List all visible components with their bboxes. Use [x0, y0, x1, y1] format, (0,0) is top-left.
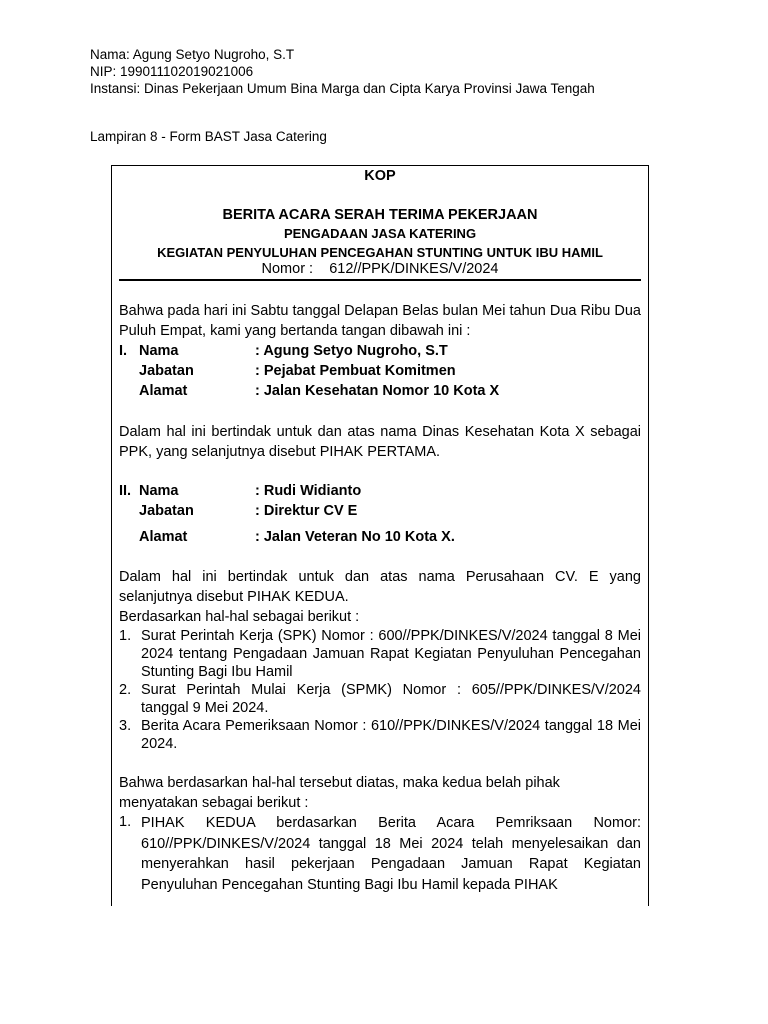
- party-one-address-label: Alamat: [139, 383, 188, 399]
- basis-intro: Berdasarkan hal-hal sebagai berikut :: [119, 609, 360, 625]
- party-two: [119, 481, 641, 547]
- party-two-address-value: : Jalan Veteran No 10 Kota X.: [255, 529, 455, 545]
- party-two-number: II.: [119, 483, 132, 499]
- party-one-name-value: : Agung Setyo Nugroho, S.T: [255, 343, 448, 359]
- list-item-number: 1.: [119, 628, 132, 644]
- list-item-text: Surat Perintah Kerja (SPK) Nomor : 600//PPK/DINKES/V/2024 tanggal 8 Mei 2024 tentang Pengadaan Jamuan Rapat Kegiatan Penyuluhan Pencegahan Stunting Bagi Ibu Hamil: [141, 628, 641, 680]
- party-two-position-label: Jabatan: [139, 503, 194, 519]
- document-number: [119, 261, 641, 277]
- list-item-number: 2.: [119, 682, 132, 698]
- agreement-intro: Bahwa berdasarkan hal-hal tersebut diatas, maka kedua belah pihak menyatakan sebagai berikut :: [119, 775, 560, 811]
- party-two-description: Dalam hal ini bertindak untuk dan atas nama Perusahaan CV. E yang selanjutnya disebut PIHAK KEDUA.: [119, 569, 641, 605]
- party-two-name-label: Nama: [139, 483, 179, 499]
- list-item: [119, 813, 641, 895]
- letterhead-placeholder: KOP: [364, 168, 396, 184]
- list-item: [119, 681, 641, 717]
- list-item-text: PIHAK KEDUA berdasarkan Berita Acara Pemriksaan Nomor: 610//PPK/DINKES/V/2024 tanggal 18 Mei 2024 telah menyelesaikan dan menyerahkan hasil pekerjaan Pengadaan Jamuan Rapat Kegiatan Penyuluhan Pencegahan Stunting Bagi Ibu Hamil kepada PIHAK: [141, 815, 641, 893]
- list-item-text: Surat Perintah Mulai Kerja (SPMK) Nomor : 605//PPK/DINKES/V/2024 tanggal 9 Mei 2024.: [141, 682, 641, 716]
- party-one-description: Dalam hal ini bertindak untuk dan atas nama Dinas Kesehatan Kota X sebagai PPK, yang selanjutnya disebut PIHAK PERTAMA.: [119, 424, 641, 460]
- party-two-position-value: : Direktur CV E: [255, 503, 358, 519]
- attachment-label: Lampiran 8 - Form BAST Jasa Catering: [90, 129, 327, 144]
- document-form: [111, 165, 649, 906]
- title-divider: [119, 279, 641, 281]
- party-one-number: I.: [119, 343, 128, 359]
- agreement-list: [119, 813, 641, 895]
- author-info: [90, 46, 595, 97]
- party-two-address-label: Alamat: [139, 529, 188, 545]
- author-nip: NIP: 199011102019021006: [90, 64, 254, 79]
- list-item: [119, 627, 641, 681]
- author-institution: Instansi: Dinas Pekerjaan Umum Bina Marga dan Cipta Karya Provinsi Jawa Tengah: [90, 81, 595, 96]
- list-item: [119, 717, 641, 753]
- document-subtitle: PENGADAAN JASA KATERING: [283, 226, 477, 241]
- document-number-label: Nomor :: [261, 261, 314, 277]
- intro-paragraph: Bahwa pada hari ini Sabtu tanggal Delapan Belas bulan Mei tahun Dua Ribu Dua Puluh Empat, kami yang bertanda tangan dibawah ini :: [119, 303, 641, 339]
- document-number-value: 612//PPK/DINKES/V/2024: [329, 261, 499, 277]
- party-one-address-value: : Jalan Kesehatan Nomor 10 Kota X: [255, 383, 500, 399]
- list-item-number: 3.: [119, 718, 132, 734]
- party-one-name-label: Nama: [139, 343, 179, 359]
- basis-list: [119, 627, 641, 753]
- party-one: [119, 341, 641, 401]
- author-name: Nama: Agung Setyo Nugroho, S.T: [90, 47, 295, 62]
- party-two-name-value: : Rudi Widianto: [255, 483, 362, 499]
- party-one-position-value: : Pejabat Pembuat Komitmen: [255, 363, 456, 379]
- list-item-text: Berita Acara Pemeriksaan Nomor : 610//PPK/DINKES/V/2024 tanggal 18 Mei 2024.: [141, 718, 641, 752]
- party-one-position-label: Jabatan: [139, 363, 194, 379]
- document-subtitle-activity: KEGIATAN PENYULUHAN PENCEGAHAN STUNTING UNTUK IBU HAMIL: [157, 245, 603, 260]
- document-title: BERITA ACARA SERAH TERIMA PEKERJAAN: [222, 207, 538, 223]
- list-item-number: 1.: [119, 814, 132, 830]
